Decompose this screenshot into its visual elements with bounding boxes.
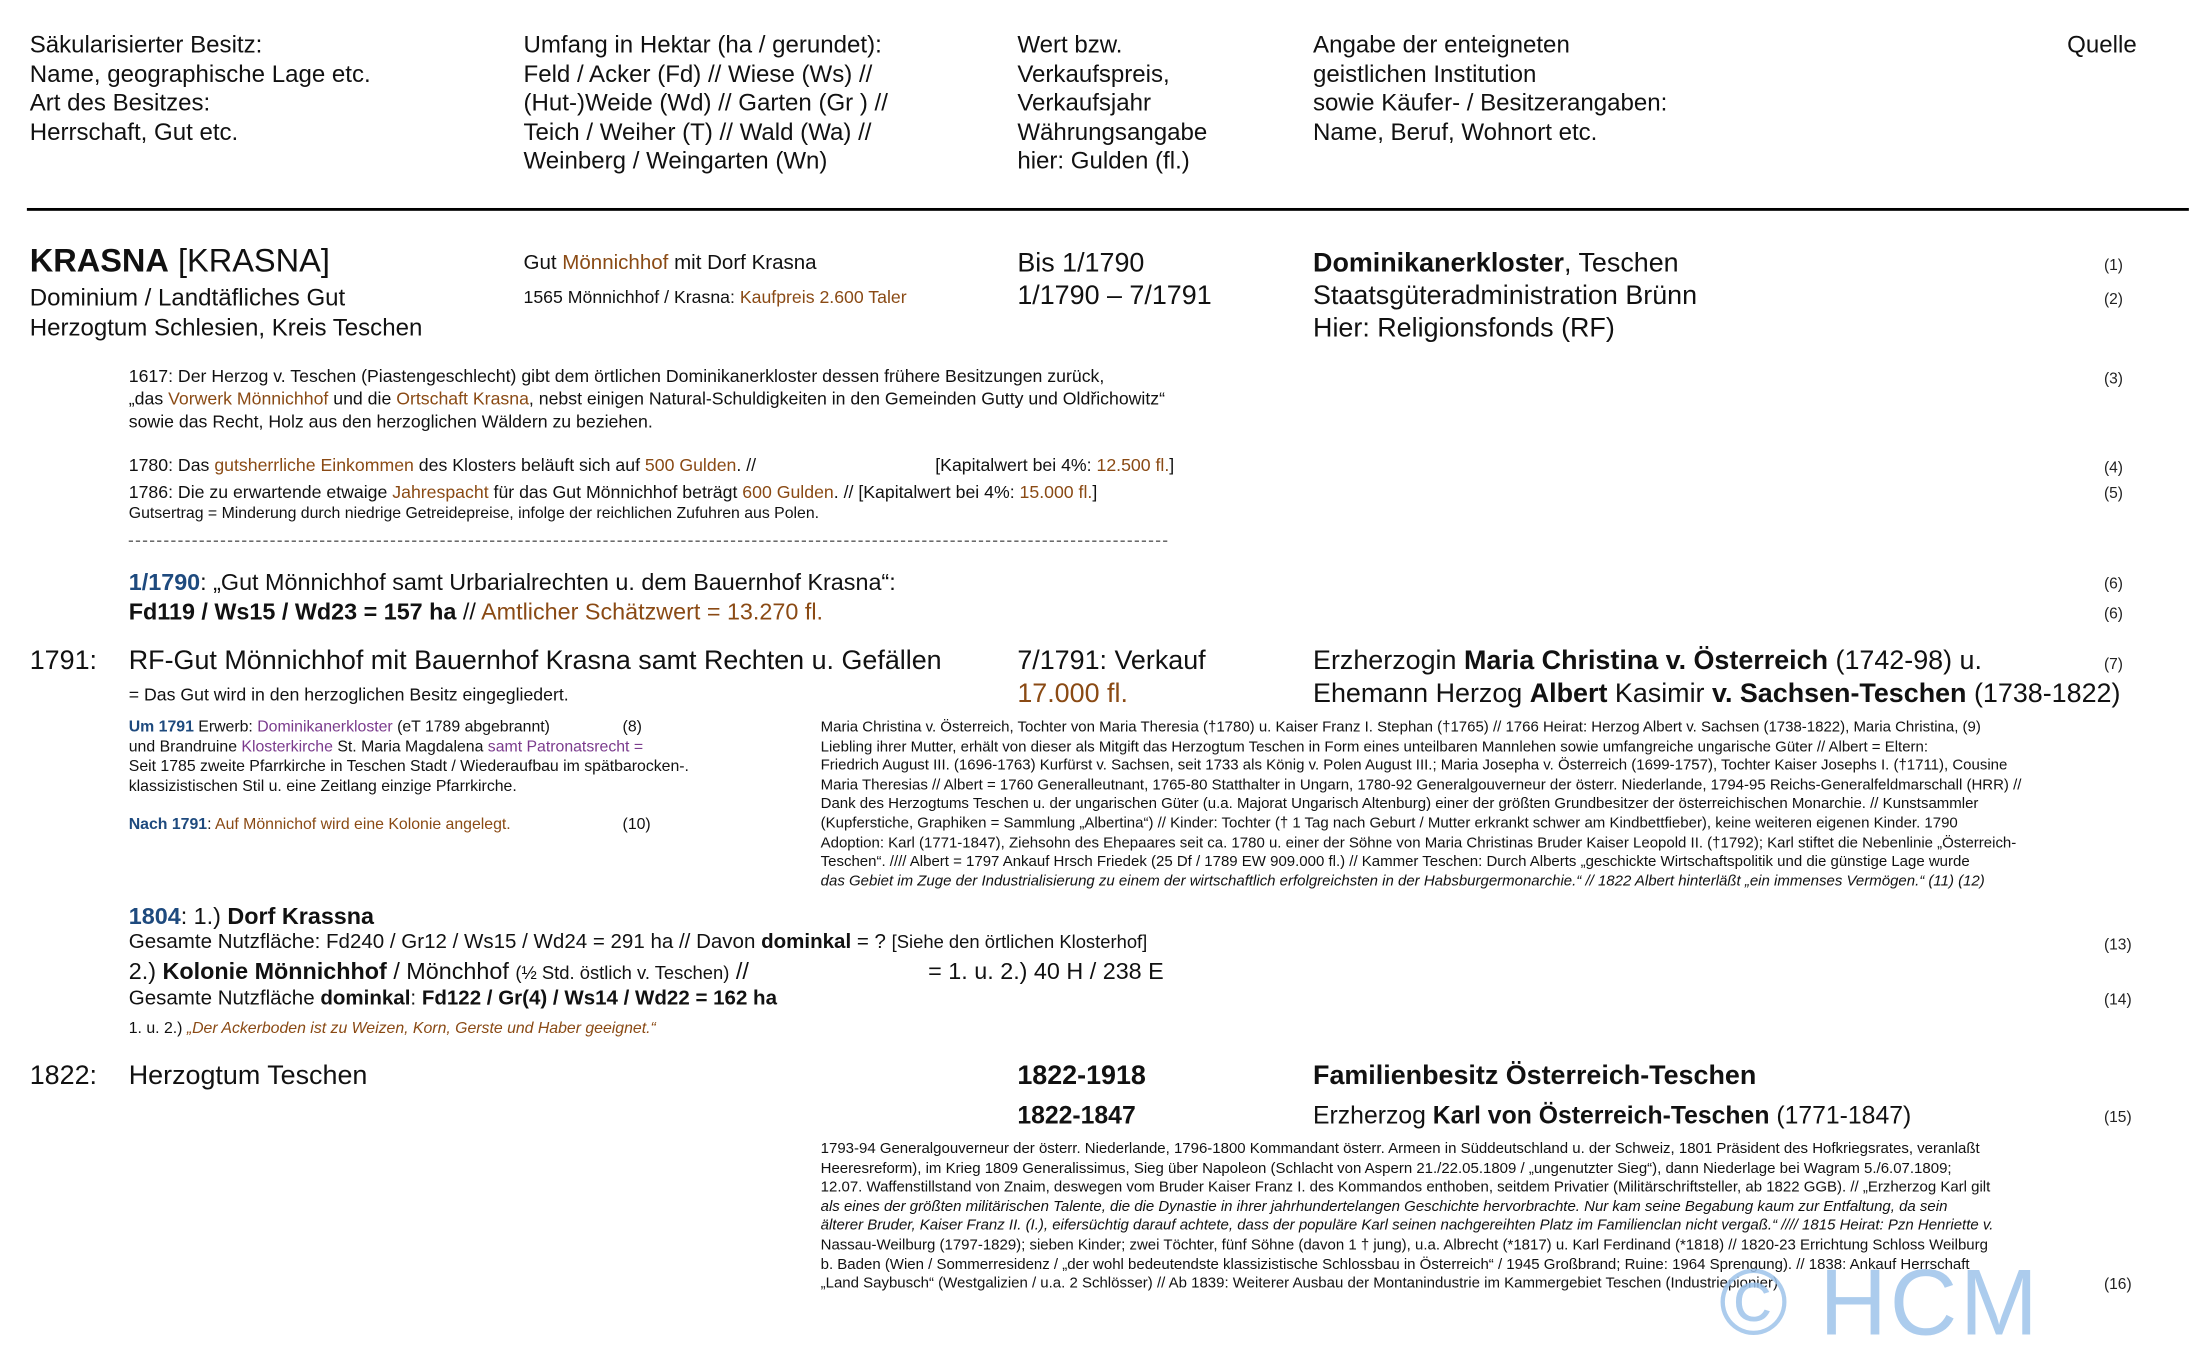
bio-line: Liebling ihrer Mutter, erhält von dieser als Mitgift das Herzogtum Teschen in Form eines unteilbaren Mannlehen sowie umfangreiche ungarische Güter // Albert = Eltern: bbox=[820, 738, 1929, 755]
text-brown: Ortschaft Krasna bbox=[396, 389, 529, 409]
text-brown: 15.000 fl. bbox=[1019, 482, 1093, 503]
bio-line: Friedrich August III. (1696-1763) Kurfürst v. Sachsen, seit 1733 als König v. Polen August III.; Maria Josepha v. Österreich (1699-1757), Tochter Kaiser Josephs I. (†1711), Cousine bbox=[820, 757, 2008, 775]
header-col-extent bbox=[524, 31, 888, 176]
entry-1804-line4 bbox=[129, 986, 777, 1011]
entry-1791-desc: RF-Gut Mönnichhof mit Bauernhof Krasna samt Rechten u. Gefällen bbox=[128, 646, 942, 677]
header-line: Wert bzw. bbox=[1017, 31, 1123, 59]
note-1780 bbox=[129, 456, 756, 478]
entry-institution-3: Hier: Religionsfonds (RF) bbox=[1313, 314, 1615, 344]
text: / Mönchhof bbox=[386, 959, 516, 985]
header-line: Währungsangabe bbox=[1017, 118, 1208, 146]
text: [Kapitalwert bei 4%: bbox=[935, 455, 1097, 476]
header-line: geistlichen Institution bbox=[1313, 60, 1537, 88]
entry-location: Herzogtum Schlesien, Kreis Teschen bbox=[29, 314, 423, 341]
text-purple: samt Patronatsrecht = bbox=[487, 738, 644, 756]
text-brown-italic: „Der Ackerboden ist zu Weizen, Korn, Gerste und Haber geeignet.“ bbox=[186, 1020, 656, 1038]
text: // bbox=[729, 959, 749, 985]
bio-line: Adoption: Karl (1771-1847), Ziehsohn des Ehepaares seit ca. 1780 u. einer der Söhne von Maria Christinas Bruder Kaiser Leopold II. (†1792); Karl stiftet die Nebenlinie „Österreich- bbox=[820, 834, 2017, 852]
text-date: 1/1790 bbox=[128, 570, 201, 596]
text: Ehemann Herzog bbox=[1313, 679, 1530, 709]
header-col-institution bbox=[1313, 31, 1667, 147]
header-line: Teich / Weiher (T) // Wald (Wa) // bbox=[523, 118, 872, 146]
source-ref: (4) bbox=[2103, 459, 2123, 477]
text: (1742-98) u. bbox=[1828, 646, 1982, 677]
bio-line: als eines der größten militärischen Talente, die die Dynastie in ihrer jahrhundertelangen Geschichte hervorbrachte. Nur kam seine Begabung kaum zur Entfaltung, da sein bbox=[820, 1198, 1948, 1216]
source-ref: (10) bbox=[622, 816, 651, 834]
entry-value-2: 1/1790 – 7/1791 bbox=[1017, 281, 1212, 312]
source-ref: (6) bbox=[2103, 575, 2123, 593]
text: und Brandruine bbox=[128, 738, 242, 756]
text: Gesamte Nutzfläche: Fd240 / Gr12 / Ws15 / Wd24 = 291 ha // Davon bbox=[128, 931, 762, 954]
year-label: 1822: bbox=[29, 1061, 97, 1091]
text-bold: Kolonie Mönnichhof bbox=[162, 959, 387, 985]
entry-1791-buyer-2 bbox=[1313, 678, 2120, 711]
text-bold: Fd122 / Gr(4) / Ws14 / Wd22 = 162 ha bbox=[421, 987, 778, 1011]
note-1617-line2 bbox=[129, 389, 1165, 411]
header-line: Herrschaft, Gut etc. bbox=[29, 118, 239, 146]
note-1786 bbox=[129, 482, 1097, 504]
text: . // bbox=[736, 455, 757, 476]
text: Erzherzogin bbox=[1313, 646, 1464, 677]
note-um-1791-line4: klassizistischen Stil u. eine Zeitlang einzige Pfarrkirche. bbox=[128, 778, 517, 796]
header-line: (Hut-)Weide (Wd) // Garten (Gr ) // bbox=[523, 89, 888, 117]
entry-title bbox=[30, 242, 330, 280]
entry-institution-1 bbox=[1313, 248, 1679, 281]
source-ref: (3) bbox=[2103, 370, 2123, 388]
entry-name: KRASNA bbox=[29, 241, 169, 279]
entry-1822-period-1: 1822-1918 bbox=[1017, 1061, 1146, 1091]
bio-line: älterer Bruder, Kaiser Franz II. (I.), eifersüchtig darauf achtete, dass der populäre Karl seinen nachgereihten Platz im Familienclan nicht vergaß.“ //// 1815 Heirat: Pzn Henriette v. bbox=[820, 1217, 1994, 1235]
text-date: 1804 bbox=[128, 904, 181, 930]
dashed-separator bbox=[129, 540, 1168, 541]
bio-line: (Kupferstiche, Graphiken = Sammlung „Albertina“) // Kinder: Tochter († 1 Tag nach Geburt / Mutter erkrankt schwer am Kindbettfieber), keine weiteren eigenen Kinder. 1790 bbox=[820, 814, 1958, 832]
bio-line: das Gebiet im Zuge der Industrialisierung zu einem der wirtschaftlich erfolgreichsten in der Habsburgermonarchie.“ // 1822 Albert hinterläßt „ein immenses Vermögen.“ (11) (12) bbox=[820, 872, 1985, 890]
entry-type: Dominium / Landtäfliches Gut bbox=[29, 284, 346, 312]
note-um-1791-line3: Seit 1785 zweite Pfarrkirche in Teschen Stadt / Wiederaufbau im spätbarocken-. bbox=[128, 758, 689, 776]
text-brown: Vorwerk Mönnichhof bbox=[168, 389, 329, 409]
header-line: Säkularisierter Besitz: bbox=[29, 31, 263, 59]
text: : 1.) bbox=[180, 904, 228, 930]
text: = ? bbox=[851, 931, 892, 954]
bio-line: Maria Christina v. Österreich, Tochter von Maria Theresia (†1780) u. Kaiser Franz I. Stephan (†1765) // 1766 Heirat: Herzog Albert v. Sachsen (1738-1822), Maria Christina, (9) bbox=[820, 718, 1981, 736]
text-bold: dominkal bbox=[761, 931, 852, 954]
bio-line: Dank des Herzogtums Teschen u. der ungarischen Güter (u.a. Majorat Ungarisch Altenburg) einer der größten Grundbesitzer der österreichischen Monarchie. // Kunstsammler bbox=[820, 795, 1979, 813]
entry-1822-owner-2 bbox=[1313, 1101, 1911, 1131]
text-bold: dominkal bbox=[320, 987, 411, 1011]
text-bold: Karl von Österreich-Teschen bbox=[1432, 1100, 1770, 1130]
text-brown: Amtlicher Schätzwert = 13.270 fl. bbox=[481, 599, 824, 626]
entry-extent-line2 bbox=[524, 287, 907, 309]
entry-1791-price: 17.000 fl. bbox=[1017, 679, 1128, 709]
text-bold: Dorf Krassna bbox=[227, 904, 375, 930]
text-brown: Auf Mönnichof wird eine Kolonie angelegt. bbox=[215, 816, 511, 834]
source-ref: (8) bbox=[622, 718, 642, 736]
text: [Siehe den örtlichen Klosterhof] bbox=[891, 931, 1148, 953]
entry-1822-period-2: 1822-1847 bbox=[1017, 1100, 1136, 1130]
text: ] bbox=[1092, 482, 1098, 503]
header-line: Weinberg / Weingarten (Wn) bbox=[523, 147, 828, 175]
header-line: Art des Besitzes: bbox=[29, 89, 211, 117]
entry-1804-line5 bbox=[129, 1020, 656, 1039]
source-ref: (13) bbox=[2103, 936, 2132, 954]
bio-albert-maria-christina bbox=[821, 719, 2022, 892]
text: für das Gut Mönnichhof beträgt bbox=[488, 482, 743, 503]
entry-1790-line1 bbox=[129, 569, 896, 597]
note-1617-line1: 1617: Der Herzog v. Teschen (Piastengeschlecht) gibt dem örtlichen Dominikanerkloster dessen frühere Besitzungen zurück, bbox=[128, 366, 1105, 387]
bio-line: 12.07. Waffenstillstand von Znaim, deswegen vom Bruder Kaiser Franz I. des Kommandos enthoben, seitdem Privatier (Militärschriftsteller, ab 1822 GGB). // „Erzherzog Karl gilt bbox=[820, 1178, 1991, 1196]
entry-1822-owner-1: Familienbesitz Österreich-Teschen bbox=[1313, 1061, 1757, 1091]
bio-line: b. Baden (Wien / Sommerresidenz / „der wohl bedeutendste klassizistische Schlossbau in Österreich“ / 1945 Großbrand; Ruine: 1964 Sprengung). // 1838: Ankauf Herrschaft bbox=[820, 1255, 1970, 1273]
watermark-copyright: © HCM bbox=[1719, 1249, 2041, 1355]
text: Kasimir bbox=[1607, 679, 1712, 709]
entry-value-1: Bis 1/1790 bbox=[1017, 249, 1145, 279]
text: Gut bbox=[523, 251, 563, 275]
bio-line: Heeresreform), im Krieg 1809 Generalissimus, Sieg über Napoleon (Schlacht von Aspern 21./22.05.1809 / „ungenutzter Sieg“), dann Niederlage bei Wagram 5./6.07.1809; bbox=[820, 1159, 1952, 1177]
entry-1791-sub: = Das Gut wird in den herzoglichen Besitz eingegliedert. bbox=[128, 684, 569, 705]
entry-1804-line3 bbox=[129, 958, 749, 988]
header-col-value bbox=[1017, 31, 1207, 176]
text: . // [Kapitalwert bei 4%: bbox=[833, 482, 1020, 503]
text: : bbox=[410, 987, 422, 1011]
bio-line: 1793-94 Generalgouverneur der österr. Niederlande, 1796-1800 Kommandant österr. Armeen in Süddeutschland u. der Schweiz, 1801 Präsident des Hofkriegsrates, veranlaßt bbox=[820, 1140, 1980, 1158]
entry-1822-desc: Herzogtum Teschen bbox=[128, 1061, 368, 1091]
header-col-source: Quelle bbox=[2067, 31, 2137, 59]
text-bold: Dominikanerkloster bbox=[1313, 249, 1565, 279]
header-line: hier: Gulden (fl.) bbox=[1017, 147, 1190, 175]
text: (1738-1822) bbox=[1966, 679, 2121, 709]
source-ref: (14) bbox=[2103, 991, 2132, 1009]
source-ref: (2) bbox=[2103, 291, 2123, 309]
text: St. Maria Magdalena bbox=[332, 738, 488, 756]
text: 2.) bbox=[128, 959, 163, 985]
text-bold: Maria Christina v. Österreich bbox=[1463, 646, 1829, 677]
entry-1791-buyer-1 bbox=[1313, 645, 1982, 678]
text: 1780: Das bbox=[128, 455, 215, 476]
text: Erwerb: bbox=[193, 718, 258, 736]
header-line: Feld / Acker (Fd) // Wiese (Ws) // bbox=[523, 60, 873, 88]
note-um-1791-line2 bbox=[129, 739, 643, 758]
bio-line: Teschen“. //// Albert = 1797 Ankauf Hrsch Friedek (25 Df / 1789 EW 909.000 fl.) // Kammer Teschen: Durch Alberts „geschickte Wirtschaftspolitik und die günstige Lage wurde bbox=[820, 853, 1970, 871]
text: ] bbox=[1169, 455, 1175, 476]
source-ref: (1) bbox=[2103, 257, 2123, 275]
entry-institution-2: Staatsgüteradministration Brünn bbox=[1313, 281, 1698, 312]
text-brown: 500 Gulden bbox=[644, 455, 737, 476]
entry-1790-line2 bbox=[129, 599, 823, 627]
text: „das bbox=[128, 389, 169, 409]
text: mit Dorf Krasna bbox=[668, 251, 817, 275]
text: und die bbox=[328, 389, 397, 409]
note-nach-1791 bbox=[129, 816, 511, 835]
header-line: Verkaufspreis, bbox=[1017, 60, 1170, 88]
text-bold: Albert bbox=[1529, 679, 1608, 709]
text-brown: 600 Gulden bbox=[742, 482, 834, 503]
text-date: Nach 1791 bbox=[128, 816, 208, 834]
text: Gesamte Nutzfläche bbox=[128, 987, 321, 1011]
text: // bbox=[456, 599, 482, 626]
text: (1771-1847) bbox=[1769, 1100, 1912, 1130]
text-brown: gutsherrliche Einkommen bbox=[214, 455, 414, 476]
entry-1804-line1 bbox=[129, 903, 374, 931]
text-brown: Jahrespacht bbox=[392, 482, 489, 503]
text: 1786: Die zu erwartende etwaige bbox=[128, 482, 393, 503]
text: , Teschen bbox=[1564, 249, 1679, 279]
text: 1. u. 2.) bbox=[128, 1020, 187, 1038]
source-ref: (6) bbox=[2103, 605, 2123, 623]
source-ref: (15) bbox=[2103, 1109, 2132, 1127]
entry-1804-line2 bbox=[129, 930, 1148, 955]
note-um-1791-line1 bbox=[129, 719, 550, 738]
text-purple: Klosterkirche bbox=[241, 738, 333, 756]
header-line: sowie Käufer- / Besitzerangaben: bbox=[1313, 89, 1668, 117]
text: 1565 Mönnichhof / Krasna: bbox=[523, 287, 740, 308]
header-line: Verkaufsjahr bbox=[1017, 89, 1152, 117]
source-ref: (7) bbox=[2103, 656, 2123, 674]
text-brown: Mönnichhof bbox=[562, 251, 669, 275]
bio-line: Nassau-Weilburg (1797-1829); sieben Kinder; zwei Töchter, fünf Söhne (davon 1 † jung), u.a. Albrecht (*1817) u. Karl Ferdinand (*1818) // 1820-23 Errichtung Schloss Weilburg bbox=[820, 1236, 1988, 1254]
header-divider bbox=[27, 208, 2189, 210]
text-brown: Kaufpreis 2.600 Taler bbox=[739, 287, 907, 308]
text-purple: Dominikanerkloster bbox=[257, 718, 393, 736]
source-ref: (5) bbox=[2103, 485, 2123, 503]
source-ref: (16) bbox=[2103, 1276, 2132, 1294]
header-line: Name, geographische Lage etc. bbox=[29, 60, 371, 88]
header-line: Name, Beruf, Wohnort etc. bbox=[1313, 118, 1598, 146]
entry-1791-sale: 7/1791: Verkauf bbox=[1017, 646, 1206, 677]
entry-extent-line1 bbox=[524, 250, 817, 275]
text: (eT 1789 abgebrannt) bbox=[392, 718, 550, 736]
text-brown: 12.500 fl. bbox=[1096, 455, 1170, 476]
text: Erzherzog bbox=[1313, 1100, 1433, 1130]
entry-1804-households: = 1. u. 2.) 40 H / 238 E bbox=[928, 959, 1164, 985]
header-col-property bbox=[30, 31, 371, 147]
note-gutsertrag: Gutsertrag = Minderung durch niedrige Getreidepreise, infolge der reichlichen Zufuhren aus Polen. bbox=[128, 505, 820, 523]
text-bold: v. Sachsen-Teschen bbox=[1711, 679, 1967, 709]
note-1780-capital bbox=[935, 456, 1174, 478]
text: des Klosters beläuft sich auf bbox=[413, 455, 645, 476]
text: , nebst einigen Natural-Schuldigkeiten in den Gemeinden Gutty und Oldřichowitz“ bbox=[528, 389, 1166, 409]
year-label: 1791: bbox=[29, 646, 97, 677]
note-1617-line3: sowie das Recht, Holz aus den herzoglichen Wäldern zu beziehen. bbox=[128, 411, 653, 432]
entry-name-alt: [KRASNA] bbox=[177, 241, 330, 279]
text-bold: Fd119 / Ws15 / Wd23 = 157 ha bbox=[128, 599, 457, 626]
bio-line: Maria Theresias // Albert = 1760 Generalleutnant, 1765-80 Statthalter in Ungarn, 1780-92 Generalgouverneur der österr. Niederlande, 1794-95 Reichs-Generalfeldmarschall (HRR) // bbox=[820, 776, 2022, 794]
text: (½ Std. östlich v. Teschen) bbox=[515, 962, 730, 984]
text: : bbox=[207, 816, 216, 834]
text: : „Gut Mönnichhof samt Urbarialrechten u. dem Bauernhof Krasna“: bbox=[200, 570, 896, 596]
header-line: Angabe der enteigneten bbox=[1313, 31, 1570, 59]
bio-line: „Land Saybusch“ (Westgalizien / u.a. 2 Schlösser) // Ab 1839: Weiterer Ausbau der Montanindustrie im Kammergebiet Teschen (Industriepionier) bbox=[820, 1275, 1778, 1293]
text-date: Um 1791 bbox=[128, 718, 194, 736]
header-line: Umfang in Hektar (ha / gerundet): bbox=[523, 31, 882, 59]
